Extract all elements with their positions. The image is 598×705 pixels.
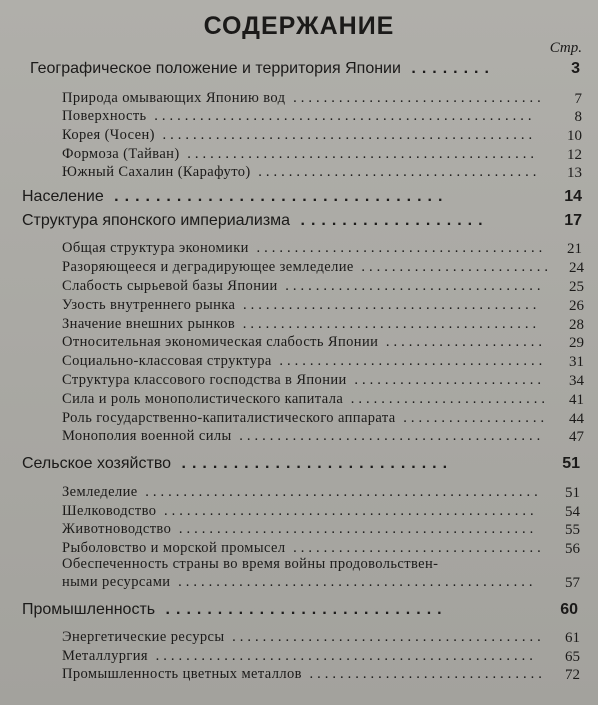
page-number: 17 (564, 212, 582, 229)
section-title: Население (22, 188, 104, 205)
toc-subsection-entry (62, 108, 535, 125)
dot-leader: .................................. (277, 278, 545, 294)
toc-subsection-entry (62, 146, 538, 163)
page-number: 51 (562, 455, 580, 472)
dot-leader: ...................................... (248, 240, 547, 256)
page-number: 24 (569, 260, 584, 276)
toc-subsection-entry (62, 666, 546, 683)
page-number: 26 (569, 298, 584, 314)
page-number: 8 (574, 109, 582, 125)
subsection-title: Металлургия (62, 648, 148, 664)
subsection-title: Слабость сырьевой базы Японии (62, 278, 278, 294)
subsection-title: Узость внутреннего рынка (62, 297, 236, 313)
section-title: Сельское хозяйство (22, 455, 172, 472)
subsection-title: Корея (Чосен) (62, 127, 155, 143)
toc-subsection-entry (62, 540, 545, 557)
page-number: 72 (565, 667, 580, 683)
page-number: 65 (565, 649, 580, 665)
page-number: 10 (567, 128, 582, 144)
toc-subsection-entry (62, 164, 540, 181)
page-number: 12 (567, 147, 582, 163)
page-number: 60 (560, 601, 578, 618)
dot-leader: ..................... (378, 334, 547, 350)
page-number: 34 (569, 373, 584, 389)
dot-leader: ....................................... (235, 297, 541, 313)
dot-leader: .................. (290, 212, 489, 229)
dot-leader: ......................................... (224, 629, 545, 645)
subsection-title: Поверхность (62, 108, 147, 124)
dot-leader: ....................................... (235, 316, 541, 332)
dot-leader: ................................ (103, 188, 449, 205)
dot-leader: .............................................. (179, 146, 538, 162)
toc-subsection-entry (62, 556, 438, 573)
dot-leader: ........................................ (231, 428, 545, 444)
toc-section-entry (22, 212, 489, 230)
toc-section-entry (22, 601, 448, 619)
toc-subsection-entry (62, 391, 549, 408)
subsection-title: Социально-классовая структура (62, 353, 272, 369)
toc-section-entry (22, 188, 448, 206)
subsection-title: Южный Сахалин (Карафуто) (62, 164, 251, 180)
toc-subsection-entry (62, 521, 537, 538)
subsection-title: Сила и роль монополистического капитала (62, 391, 344, 407)
toc-section-entry (22, 455, 453, 473)
section-title: Промышленность (22, 601, 156, 618)
toc-subsection-entry (62, 240, 546, 257)
page-number: 29 (569, 335, 584, 351)
page-number: 31 (569, 354, 584, 370)
subsection-title: Значение внешних рынков (62, 316, 236, 332)
dot-leader: ......................... (353, 259, 552, 275)
subsection-title: Структура классового господства в Японии (62, 372, 347, 388)
page-number: 21 (567, 241, 582, 257)
dot-leader: .................................................. (147, 648, 537, 664)
page-number: 57 (565, 575, 580, 591)
page-number: 25 (569, 279, 584, 295)
toc-section-entry (30, 60, 495, 78)
toc-subsection-entry (62, 410, 548, 427)
dot-leader: .......................... (343, 391, 550, 407)
toc-subsection-entry (62, 428, 544, 445)
page-number: 51 (565, 485, 580, 501)
dot-leader: ..................................... (250, 164, 541, 180)
dot-leader: .................................................. (146, 108, 536, 124)
dot-leader: ................... (395, 410, 549, 426)
subsection-title: Разоряющееся и деградирующее земледелие (62, 259, 354, 275)
subsection-title: Рыболовство и морской промысел (62, 540, 286, 556)
subsection-title: Природа омывающих Японию вод (62, 90, 286, 106)
subsection-title: Роль государственно-капиталистического аппарата (62, 410, 396, 426)
subsection-title: Общая структура экономики (62, 240, 249, 256)
page-column-label: Стр. (549, 40, 582, 56)
subsection-title: Животноводство (62, 521, 172, 537)
toc-subsection-entry (62, 629, 545, 646)
subsection-title: Земледелие (62, 484, 138, 500)
toc-subsection-entry (62, 297, 540, 314)
toc-subsection-entry (62, 334, 546, 351)
toc-subsection-entry (62, 574, 536, 591)
page-number: 41 (569, 392, 584, 408)
section-title: Географическое положение и территория Японии (30, 60, 401, 77)
toc-subsection-entry (62, 316, 540, 333)
page-number: 13 (567, 165, 582, 181)
dot-leader: ........................... (155, 601, 448, 618)
toc-subsection-entry (62, 503, 538, 520)
dot-leader: ................................... (271, 353, 547, 369)
dot-leader: ........ (400, 60, 495, 77)
subsection-title: Относительная экономическая слабость Японии (62, 334, 379, 350)
subsection-title: ными ресурсами (62, 574, 171, 590)
page-number: 3 (571, 60, 580, 77)
subsection-title: Монополия военной силы (62, 428, 232, 444)
page-number: 44 (569, 411, 584, 427)
dot-leader: ................................. (285, 90, 545, 106)
dot-leader: ................................................. (156, 503, 538, 519)
toc-subsection-entry (62, 127, 536, 144)
subsection-title: Формоза (Тайван) (62, 146, 180, 162)
page-number: 61 (565, 630, 580, 646)
page-number: 56 (565, 541, 580, 557)
subsection-title: Обеспеченность страны во время войны продовольствен- (62, 556, 439, 572)
page-number: 28 (569, 317, 584, 333)
toc-subsection-entry (62, 648, 537, 665)
page-number: 7 (574, 91, 582, 107)
dot-leader: ............................................... (171, 521, 538, 537)
page-number: 54 (565, 504, 580, 520)
dot-leader: .................................................... (137, 484, 542, 500)
subsection-title: Промышленность цветных металлов (62, 666, 302, 682)
dot-leader: ................................. (285, 540, 545, 556)
toc-subsection-entry (62, 484, 542, 501)
page-number: 55 (565, 522, 580, 538)
section-title: Структура японского империализма (22, 212, 291, 229)
page-number: 14 (564, 188, 582, 205)
subsection-title: Энергетические ресурсы (62, 629, 225, 645)
dot-leader: ......................... (346, 372, 545, 388)
dot-leader: ................................................. (154, 127, 537, 143)
toc-subsection-entry (62, 90, 545, 107)
dot-leader: ............................................... (170, 574, 537, 590)
toc-subsection-entry (62, 259, 552, 276)
toc-subsection-entry (62, 372, 545, 389)
dot-leader: ............................... (301, 666, 546, 682)
dot-leader: .......................... (171, 455, 454, 472)
subsection-title: Шелководство (62, 503, 157, 519)
contents-title: СОДЕРЖАНИЕ (203, 12, 395, 40)
toc-subsection-entry (62, 278, 545, 295)
page-number: 47 (569, 429, 584, 445)
toc-subsection-entry (62, 353, 546, 370)
